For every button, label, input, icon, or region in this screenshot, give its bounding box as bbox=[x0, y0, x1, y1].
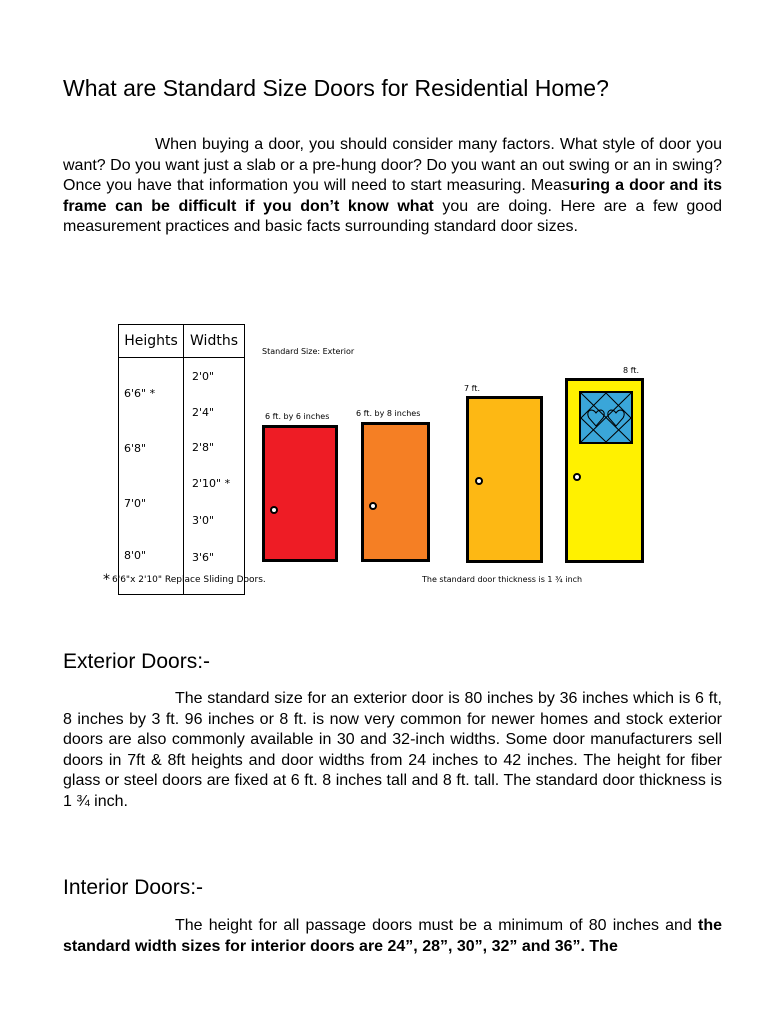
intro-text-1: When buying a door, you should consider many factors. What style of door you want? Do you want just a slab or a pre-hung door? Do you want an out swing or an in swing? Once you have that information you will need to start measuring. Meas bbox=[63, 136, 722, 194]
footnote-star: * bbox=[103, 572, 110, 588]
width-item: 2'4" bbox=[192, 406, 215, 419]
height-item: 7'0" bbox=[124, 497, 147, 510]
interior-text-bold: the standard width sizes for interior doors are 24”, 28”, 30”, 32” and 36”. The bbox=[63, 917, 722, 955]
interior-paragraph bbox=[63, 916, 722, 957]
height-item: 6'6" * bbox=[124, 387, 156, 400]
height-item: 8'0" bbox=[124, 549, 147, 562]
door-knob bbox=[270, 506, 278, 514]
page-title: What are Standard Size Doors for Residential Home? bbox=[63, 75, 609, 101]
footnote-text: 6'6"x 2'10" Replace Sliding Doors. bbox=[112, 575, 266, 585]
door-knob bbox=[369, 502, 377, 510]
door-label: 6 ft. by 8 inches bbox=[356, 409, 421, 418]
door-window bbox=[579, 391, 633, 444]
width-item: 2'8" bbox=[192, 441, 215, 454]
door-6ft8 bbox=[361, 422, 430, 562]
figure-heading: Standard Size: Exterior bbox=[262, 347, 355, 356]
intro-paragraph bbox=[63, 135, 722, 238]
door-label: 6 ft. by 6 inches bbox=[265, 412, 330, 421]
exterior-paragraph: The standard size for an exterior door is 80 inches by 36 inches which is 6 ft, 8 inches by 3 ft. 96 inches or 8 ft. is now very common for newer homes and stock exterior doors are also commonly available in 30 and 32-inch widths. Some door manufacturers sell doors in 7ft & 8ft heights and door widths from 24 inches to 42 inches. The height for fiber glass or steel doors are fixed at 6 ft. 8 inches tall and 8 ft. tall. The standard door thickness is 1 ¾ inch. bbox=[63, 690, 722, 810]
exterior-heading: Exterior Doors:- bbox=[63, 650, 211, 673]
width-item: 3'6" bbox=[192, 551, 215, 564]
door-8ft bbox=[565, 378, 644, 563]
interior-heading: Interior Doors:- bbox=[63, 876, 204, 899]
heights-header: Heights bbox=[119, 325, 184, 358]
door-label: 8 ft. bbox=[623, 366, 639, 375]
widths-column bbox=[184, 358, 245, 595]
width-item: 3'0" bbox=[192, 514, 215, 527]
door-knob bbox=[573, 473, 581, 481]
window-heart-pattern bbox=[581, 393, 631, 442]
heights-column bbox=[119, 358, 184, 595]
thickness-note: The standard door thickness is 1 ¾ inch bbox=[422, 575, 583, 584]
door-6ft6 bbox=[262, 425, 338, 562]
figure-footnote bbox=[103, 572, 266, 588]
width-item: 2'10" * bbox=[192, 477, 231, 490]
widths-header: Widths bbox=[184, 325, 245, 358]
width-item: 2'0" bbox=[192, 370, 215, 383]
door-label: 7 ft. bbox=[464, 384, 480, 393]
door-size-table bbox=[118, 324, 245, 595]
height-item: 6'8" bbox=[124, 442, 147, 455]
intro-text-bold: uring a door and its frame can be difficult if you don’t know what bbox=[63, 177, 722, 215]
intro-text-2: you are doing. Here are a few good measurement practices and basic facts surrounding standard door sizes. bbox=[63, 197, 722, 235]
door-7ft bbox=[466, 396, 543, 563]
door-knob bbox=[475, 477, 483, 485]
interior-text-1: The height for all passage doors must be a minimum of 80 inches and bbox=[175, 917, 698, 934]
